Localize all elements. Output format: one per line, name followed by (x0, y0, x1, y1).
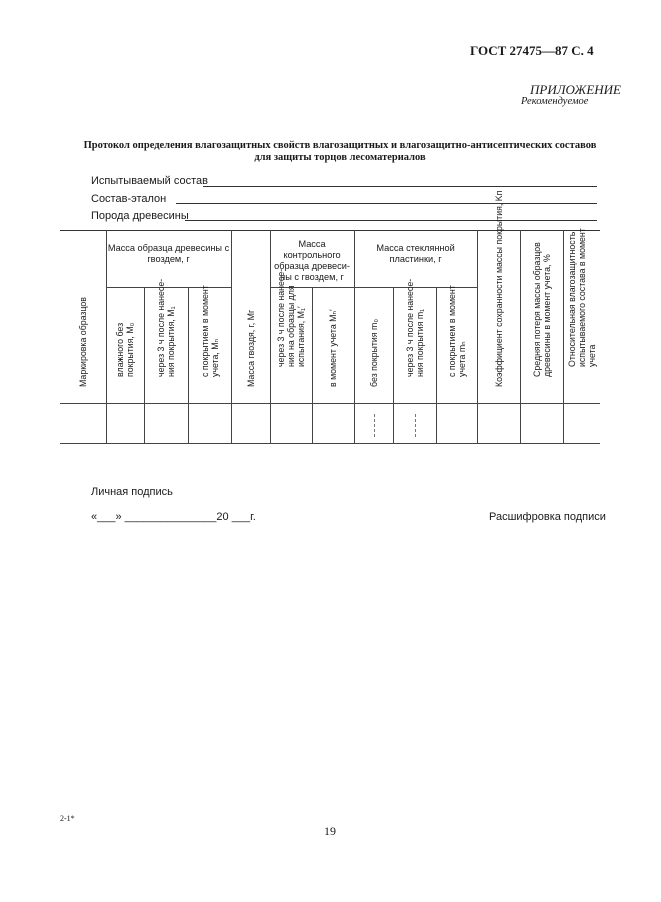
protocol-title-line-2: для защиты торцов лесоматериалов (254, 152, 426, 163)
col-with-coating-moment: с покрытием в момент учета, Mₙ (188, 288, 231, 404)
table-cell[interactable] (106, 404, 144, 444)
group-glass-mass: Масса стеклянной пластинки, г (354, 231, 477, 288)
col-coef: Коэффициент сохранности массы покрытия, Kп (477, 231, 520, 404)
table-cell[interactable] (231, 404, 270, 444)
tested-composition-label: Испытываемый состав (91, 175, 208, 187)
table-cell[interactable] (477, 404, 520, 444)
signature-decode-label: Расшифровка подписи (489, 511, 606, 523)
tested-composition-line[interactable] (203, 186, 597, 187)
date-line (91, 511, 256, 523)
appendix-title: ПРИЛОЖЕНИЕ (530, 82, 621, 97)
date-year[interactable]: 20 ___г. (216, 511, 256, 523)
col-wet-no-coating: влажного без покрытия, M₀ (106, 288, 144, 404)
col-3h-after-coating: через 3 ч после нанесе- ния покрытия, M₁ (144, 288, 188, 404)
table-cell[interactable] (520, 404, 563, 444)
appendix-subtitle: Рекомендуемое (521, 96, 589, 107)
col-loss: Средняя потеря массы образцов древесины в момент учета, % (520, 231, 563, 404)
table-cell[interactable] (60, 404, 106, 444)
group-control-mass: Масса контрольного образца древеси-ны с гвоздем, г (270, 231, 354, 288)
col-nail-mass: Масса гвоздя, г, Mг (231, 231, 270, 404)
page-number: 19 (324, 824, 336, 838)
dashed-guide (374, 414, 375, 437)
table-cell[interactable] (354, 404, 393, 444)
printer-mark: 2-1* (60, 814, 75, 823)
col-glass-moment: с покрытием в момент учета mₙ (436, 288, 477, 404)
wood-species-line[interactable] (185, 220, 597, 221)
table-data-row (60, 404, 600, 444)
table-cell[interactable] (188, 404, 231, 444)
date-month[interactable]: _______________ (124, 511, 217, 523)
table-cell[interactable] (436, 404, 477, 444)
col-control-3h: через 3 ч после нанесе- ния на образцы для испытания, M₁′ (270, 288, 312, 404)
protocol-title-line-1: Протокол определения влагозащитных свойств влагозащитных и влагозащитно-антисептических составов (83, 140, 597, 151)
dashed-guide (415, 414, 416, 437)
wood-species-label: Порода древесины (91, 210, 189, 222)
table-cell[interactable] (312, 404, 354, 444)
personal-signature-label: Личная подпись (91, 486, 173, 498)
col-glass-3h: через 3 ч после нанесе- ния покрытия m₁ (393, 288, 436, 404)
protocol-title (60, 140, 620, 164)
table-cell[interactable] (393, 404, 436, 444)
col-glass-no-coating: без покрытия m₀ (354, 288, 393, 404)
reference-composition-label: Состав-эталон (91, 193, 167, 205)
table-cell[interactable] (270, 404, 312, 444)
document-code: ГОСТ 27475—87 С. 4 (470, 43, 594, 58)
date-day[interactable]: «___» (91, 511, 122, 523)
table-cell[interactable] (144, 404, 188, 444)
reference-composition-line[interactable] (176, 203, 597, 204)
col-marking: Маркировка образцов (60, 231, 106, 404)
group-mass-sample: Масса образца древесины с гвоздем, г (106, 231, 231, 288)
col-relative: Относительная влагозащитность испытываемого состава в момент учета (563, 231, 600, 404)
col-control-moment: в момент учета Mₙ′ (312, 288, 354, 404)
table-cell[interactable] (563, 404, 600, 444)
